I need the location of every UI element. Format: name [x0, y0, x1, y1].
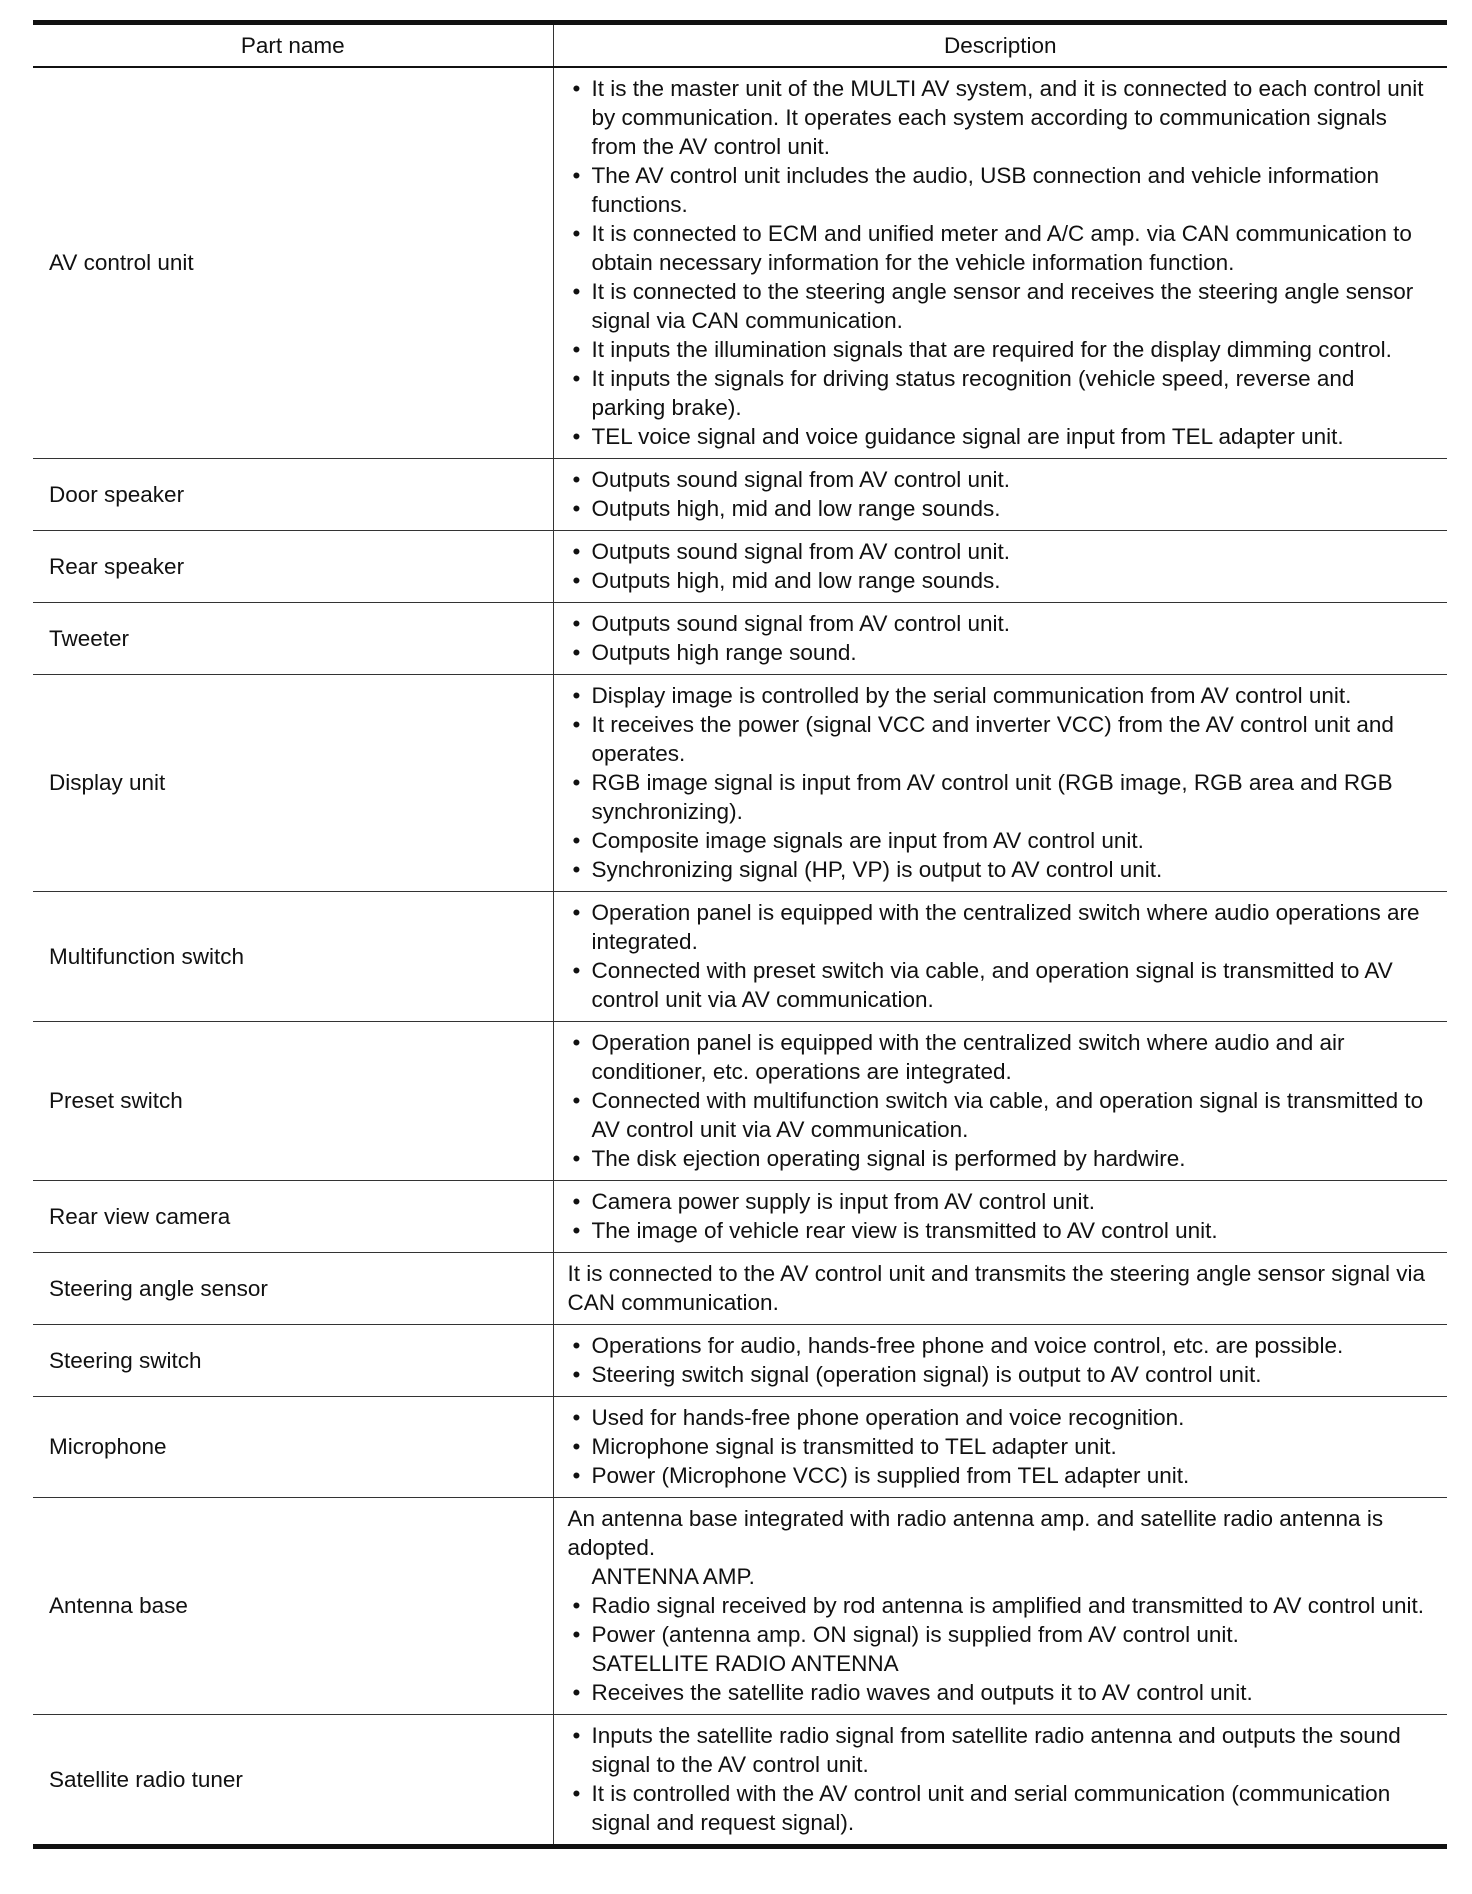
- table-body: [33, 67, 1447, 1847]
- part-name-cell: Multifunction switch: [33, 892, 553, 1022]
- description-cell: [553, 603, 1447, 675]
- description-bullet: • Connected with preset switch via cable, and operation signal is transmitted to AV control unit via AV communication.: [568, 956, 1434, 1014]
- description-list: [568, 609, 1434, 667]
- description-text: It is connected to the AV control unit and transmits the steering angle sensor signal via CAN communication.: [567, 1261, 1426, 1315]
- description-bullet: • It inputs the signals for driving status recognition (vehicle speed, reverse and parking brake).: [568, 364, 1434, 422]
- description-cell: [553, 1498, 1447, 1715]
- description-list: [568, 681, 1434, 884]
- table-row: [33, 1325, 1447, 1397]
- table-row: [33, 531, 1447, 603]
- description-bullet: • Outputs sound signal from AV control unit.: [568, 537, 1434, 566]
- table-row: [33, 1397, 1447, 1498]
- description-cell: [553, 531, 1447, 603]
- description-bullet: • TEL voice signal and voice guidance signal are input from TEL adapter unit.: [568, 422, 1434, 451]
- description-list: [568, 465, 1434, 523]
- part-name-cell: Display unit: [33, 675, 553, 892]
- table-row: [33, 1498, 1447, 1715]
- description-bullet: • Outputs high, mid and low range sounds.: [568, 566, 1434, 595]
- description-bullet: • The disk ejection operating signal is performed by hardwire.: [568, 1144, 1434, 1173]
- part-name-cell: Antenna base: [33, 1498, 553, 1715]
- table-row: [33, 892, 1447, 1022]
- description-bullet: • It receives the power (signal VCC and inverter VCC) from the AV control unit and operates.: [568, 710, 1434, 768]
- part-name-cell: Microphone: [33, 1397, 553, 1498]
- header-description: Description: [553, 23, 1447, 68]
- description-bullet: • Camera power supply is input from AV control unit.: [568, 1187, 1434, 1216]
- description-cell: [553, 67, 1447, 459]
- description-list: [568, 1721, 1434, 1837]
- description-cell: [553, 1715, 1447, 1847]
- part-name-cell: AV control unit: [33, 67, 553, 459]
- header-part-name: Part name: [33, 23, 553, 68]
- part-name-cell: Steering angle sensor: [33, 1253, 553, 1325]
- description-list: [568, 1187, 1434, 1245]
- part-name-cell: Satellite radio tuner: [33, 1715, 553, 1847]
- description-cell: [553, 675, 1447, 892]
- table-row: [33, 1022, 1447, 1181]
- table-row: [33, 1253, 1447, 1325]
- description-bullet: • It is connected to ECM and unified meter and A/C amp. via CAN communication to obtain necessary information for the vehicle information function.: [568, 219, 1434, 277]
- description-cell: [553, 1181, 1447, 1253]
- part-name-cell: Door speaker: [33, 459, 553, 531]
- description-bullet: • Operation panel is equipped with the centralized switch where audio operations are integrated.: [568, 898, 1434, 956]
- table-row: [33, 1181, 1447, 1253]
- description-bullet: • Microphone signal is transmitted to TEL adapter unit.: [568, 1432, 1434, 1461]
- description-subheading: ANTENNA AMP.: [591, 1564, 755, 1589]
- description-bullet: • Used for hands-free phone operation and voice recognition.: [568, 1403, 1434, 1432]
- description-bullet: • The image of vehicle rear view is transmitted to AV control unit.: [568, 1216, 1434, 1245]
- description-bullet: • RGB image signal is input from AV control unit (RGB image, RGB area and RGB synchronizing).: [568, 768, 1434, 826]
- table-row: [33, 459, 1447, 531]
- description-list: [568, 74, 1434, 451]
- part-name-cell: Steering switch: [33, 1325, 553, 1397]
- description-bullet: • Outputs high, mid and low range sounds.: [568, 494, 1434, 523]
- description-bullet: • Radio signal received by rod antenna is amplified and transmitted to AV control unit.: [568, 1591, 1434, 1620]
- description-cell: [553, 1397, 1447, 1498]
- description-bullet: • It is connected to the steering angle sensor and receives the steering angle sensor signal via CAN communication.: [568, 277, 1434, 335]
- description-list: [568, 1331, 1434, 1389]
- description-list: [568, 537, 1434, 595]
- description-list: [568, 1562, 1434, 1707]
- part-name-cell: Rear view camera: [33, 1181, 553, 1253]
- description-bullet: • It is controlled with the AV control unit and serial communication (communication signal and request signal).: [568, 1779, 1434, 1837]
- description-bullet: • Power (antenna amp. ON signal) is supplied from AV control unit.: [568, 1620, 1434, 1649]
- description-list: [568, 898, 1434, 1014]
- parts-description-table: [33, 20, 1447, 1849]
- description-bullet: • Display image is controlled by the serial communication from AV control unit.: [568, 681, 1434, 710]
- table-row: [33, 67, 1447, 459]
- description-bullet: • Power (Microphone VCC) is supplied from TEL adapter unit.: [568, 1461, 1434, 1490]
- description-list: [568, 1028, 1434, 1173]
- description-bullet: • Outputs sound signal from AV control unit.: [568, 609, 1434, 638]
- part-name-cell: Preset switch: [33, 1022, 553, 1181]
- description-bullet: • It is the master unit of the MULTI AV system, and it is connected to each control unit by communication. It operates each system according to communication signals from the AV control unit.: [568, 74, 1434, 161]
- table-row: [33, 603, 1447, 675]
- part-name-cell: Rear speaker: [33, 531, 553, 603]
- description-cell: [553, 892, 1447, 1022]
- part-name-cell: Tweeter: [33, 603, 553, 675]
- description-cell: [553, 1253, 1447, 1325]
- description-cell: [553, 1022, 1447, 1181]
- description-cell: [553, 1325, 1447, 1397]
- description-list: [568, 1403, 1434, 1490]
- description-bullet: • Outputs high range sound.: [568, 638, 1434, 667]
- description-bullet: • Connected with multifunction switch via cable, and operation signal is transmitted to AV control unit via AV communication.: [568, 1086, 1434, 1144]
- table-row: [33, 1715, 1447, 1847]
- description-bullet: • Operation panel is equipped with the centralized switch where audio and air conditioner, etc. operations are integrated.: [568, 1028, 1434, 1086]
- description-bullet: • Inputs the satellite radio signal from satellite radio antenna and outputs the sound signal to the AV control unit.: [568, 1721, 1434, 1779]
- table-row: [33, 675, 1447, 892]
- description-subheading: SATELLITE RADIO ANTENNA: [591, 1651, 899, 1676]
- description-bullet: • The AV control unit includes the audio, USB connection and vehicle information functions.: [568, 161, 1434, 219]
- description-bullet: • Operations for audio, hands-free phone and voice control, etc. are possible.: [568, 1331, 1434, 1360]
- description-bullet: • Steering switch signal (operation signal) is output to AV control unit.: [568, 1360, 1434, 1389]
- description-cell: [553, 459, 1447, 531]
- description-bullet: • It inputs the illumination signals that are required for the display dimming control.: [568, 335, 1434, 364]
- description-bullet: • Outputs sound signal from AV control unit.: [568, 465, 1434, 494]
- description-bullet: • Receives the satellite radio waves and outputs it to AV control unit.: [568, 1678, 1434, 1707]
- description-bullet: • Synchronizing signal (HP, VP) is output to AV control unit.: [568, 855, 1434, 884]
- table-header-row: [33, 23, 1447, 68]
- description-text: An antenna base integrated with radio antenna amp. and satellite radio antenna is adopted.: [567, 1506, 1384, 1560]
- description-bullet: • Composite image signals are input from AV control unit.: [568, 826, 1434, 855]
